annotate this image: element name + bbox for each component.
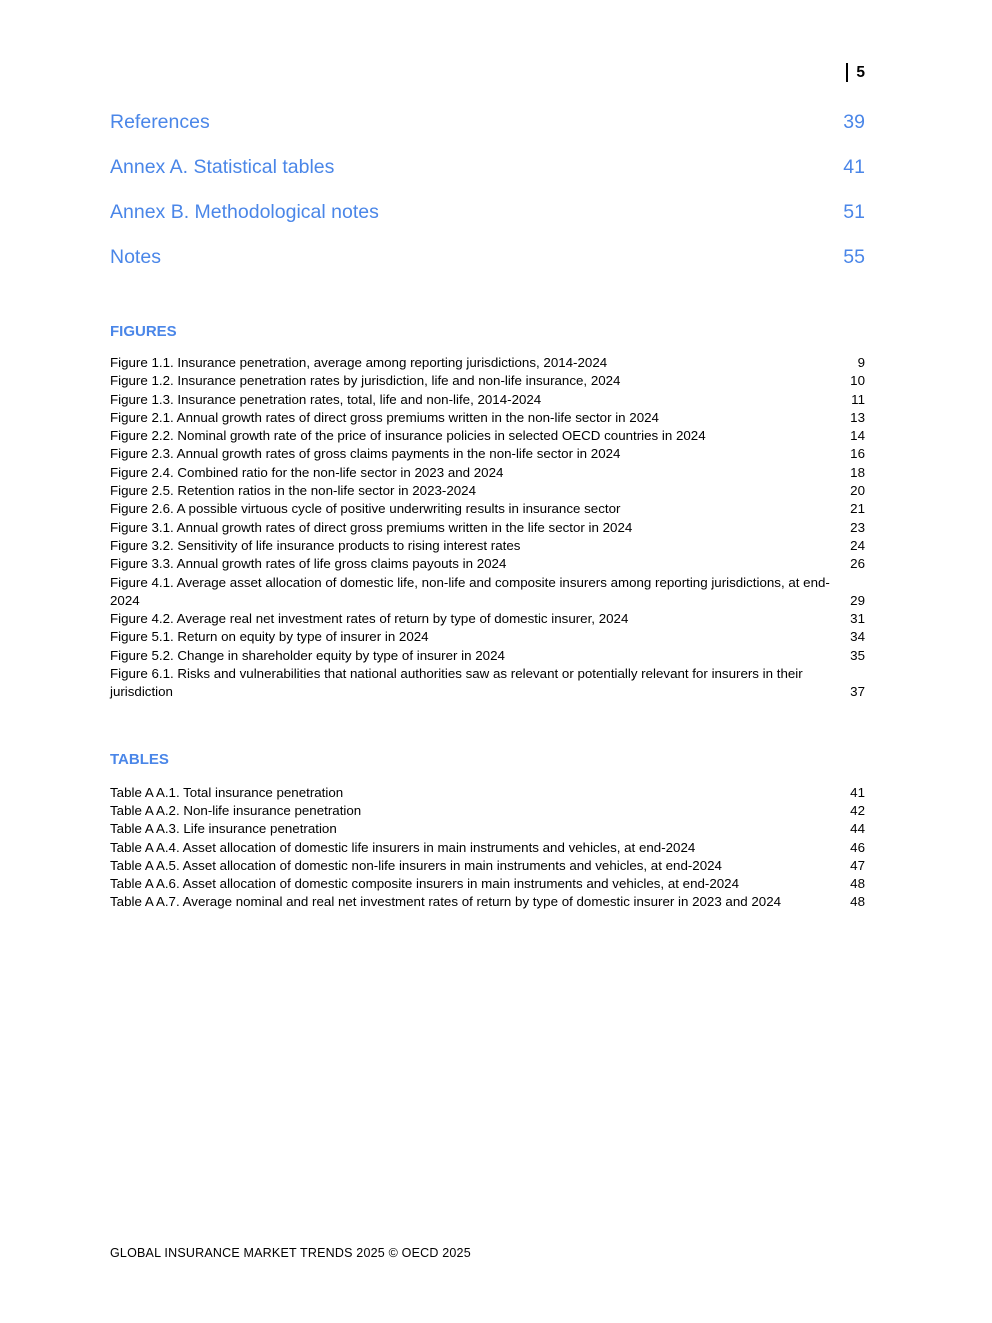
table-entry[interactable] [110,893,865,911]
toc-section-entry-page-number: 41 [843,156,865,178]
figure-entry-page-number: 35 [850,647,865,663]
toc-section-entry[interactable] [110,111,865,133]
figure-entry-label: Figure 3.3. Annual growth rates of life gross claims payouts in 2024 [110,556,507,572]
table-entry[interactable] [110,839,865,857]
figure-entry-page-number: 37 [850,684,865,700]
figure-entry[interactable] [110,391,865,409]
figure-entry-label: Figure 5.1. Return on equity by type of insurer in 2024 [110,629,429,645]
figure-entry[interactable] [110,628,865,646]
figure-entry-label: Figure 5.2. Change in shareholder equity by type of insurer in 2024 [110,647,505,663]
figure-entry[interactable] [110,427,865,445]
figure-entry-page-number: 11 [851,391,865,407]
toc-section-entry-page-number: 55 [843,246,865,268]
toc-section-entry[interactable] [110,156,865,178]
figure-entry-page-number: 10 [850,373,865,389]
figure-entry[interactable] [110,537,865,555]
table-entry[interactable] [110,820,865,838]
figure-entry-page-number: 13 [850,409,865,425]
figure-entry-page-number: 29 [850,592,865,608]
figure-entry-page-number: 21 [850,501,865,517]
page-footer: GLOBAL INSURANCE MARKET TRENDS 2025 © OECD 2025 [110,1246,471,1260]
table-entry-label: Table A A.6. Asset allocation of domestic composite insurers in main instruments and vehicles, at end-2024 [110,876,739,892]
figure-entry-page-number: 31 [850,611,865,627]
table-entry-label: Table A A.3. Life insurance penetration [110,821,337,837]
table-entry[interactable] [110,784,865,802]
figure-entry[interactable] [110,555,865,573]
figure-entry-label: Figure 2.1. Annual growth rates of direct gross premiums written in the non-life sector in 2024 [110,409,659,425]
table-entry-label: Table A A.5. Asset allocation of domestic non-life insurers in main instruments and vehicles, at end-2024 [110,857,722,873]
figure-entry-page-number: 18 [850,464,865,480]
table-entry[interactable] [110,802,865,820]
table-entry-label: Table A A.4. Asset allocation of domestic life insurers in main instruments and vehicles, at end-2024 [110,839,696,855]
figure-entry-label: Figure 2.6. A possible virtuous cycle of positive underwriting results in insurance sector [110,501,621,517]
table-entry-page-number: 41 [850,784,865,800]
toc-section-entry-page-number: 51 [843,201,865,223]
figure-entry[interactable] [110,500,865,518]
table-entry-label: Table A A.1. Total insurance penetration [110,784,344,800]
tables-heading: TABLES [110,750,169,768]
table-entry-label: Table A A.2. Non-life insurance penetration [110,802,362,818]
figure-entry-page-number: 16 [850,446,865,462]
figure-entry[interactable] [110,354,865,372]
table-entry-page-number: 48 [850,876,865,892]
figure-entry-label: Figure 1.2. Insurance penetration rates by jurisdiction, life and non-life insurance, 2024 [110,373,621,389]
toc-section-entry-page-number: 39 [843,111,865,133]
table-entry[interactable] [110,857,865,875]
figure-entry-label: Figure 3.2. Sensitivity of life insurance products to rising interest rates [110,537,521,553]
figure-entry[interactable] [110,372,865,390]
figure-entry-label: Figure 2.4. Combined ratio for the non-life sector in 2023 and 2024 [110,464,504,480]
figure-entry-page-number: 26 [850,556,865,572]
toc-section-entry-label: Annex B. Methodological notes [110,201,379,223]
toc-section-entry-label: Notes [110,246,161,268]
table-entry-page-number: 47 [850,857,865,873]
figure-entry[interactable] [110,574,865,611]
figure-entry-label: Figure 6.1. Risks and vulnerabilities that national authorities saw as relevant or potentially relevant for insurers in their jurisdiction [110,666,803,700]
figure-entry-label: Figure 2.2. Nominal growth rate of the price of insurance policies in selected OECD countries in 2024 [110,428,706,444]
toc-section-entry[interactable] [110,246,865,268]
figure-entry-page-number: 34 [850,629,865,645]
figure-entry[interactable] [110,647,865,665]
figures-list [110,354,865,702]
figure-entry[interactable] [110,445,865,463]
figure-entry[interactable] [110,665,865,702]
table-entry-page-number: 42 [850,802,865,818]
toc-section-entry-label: Annex A. Statistical tables [110,156,335,178]
figure-entry-page-number: 23 [850,519,865,535]
toc-section-entry[interactable] [110,201,865,223]
figure-entry[interactable] [110,610,865,628]
page-folio [846,63,865,82]
figure-entry-label: Figure 4.1. Average asset allocation of domestic life, non-life and composite insurers among reporting jurisdictions, at end-2024 [110,574,830,608]
toc-main-list [110,0,865,268]
figure-entry-label: Figure 3.1. Annual growth rates of direct gross premiums written in the life sector in 2024 [110,519,633,535]
figure-entry-page-number: 24 [850,537,865,553]
figure-entry-page-number: 20 [850,483,865,499]
figure-entry[interactable] [110,409,865,427]
figure-entry[interactable] [110,464,865,482]
figure-entry-page-number: 9 [857,355,865,370]
toc-section-entry-label: References [110,111,210,133]
tables-list [110,784,865,912]
figure-entry-label: Figure 1.1. Insurance penetration, average among reporting jurisdictions, 2014-2024 [110,355,608,370]
figure-entry-label: Figure 2.3. Annual growth rates of gross claims payments in the non-life sector in 2024 [110,446,621,462]
table-entry[interactable] [110,875,865,893]
table-entry-page-number: 46 [850,839,865,855]
figure-entry-label: Figure 4.2. Average real net investment rates of return by type of domestic insurer, 2024 [110,611,629,627]
folio-divider [846,63,848,82]
figures-heading: FIGURES [110,323,177,340]
figure-entry-label: Figure 2.5. Retention ratios in the non-life sector in 2023-2024 [110,483,477,499]
folio-number: 5 [856,63,865,81]
figure-entry[interactable] [110,482,865,500]
figure-entry-page-number: 14 [850,428,865,444]
figure-entry[interactable] [110,519,865,537]
table-entry-page-number: 44 [850,821,865,837]
table-entry-page-number: 48 [850,894,865,910]
table-entry-label: Table A A.7. Average nominal and real net investment rates of return by type of domestic insurer in 2023 and 2024 [110,894,782,910]
figure-entry-label: Figure 1.3. Insurance penetration rates, total, life and non-life, 2014-2024 [110,391,542,407]
